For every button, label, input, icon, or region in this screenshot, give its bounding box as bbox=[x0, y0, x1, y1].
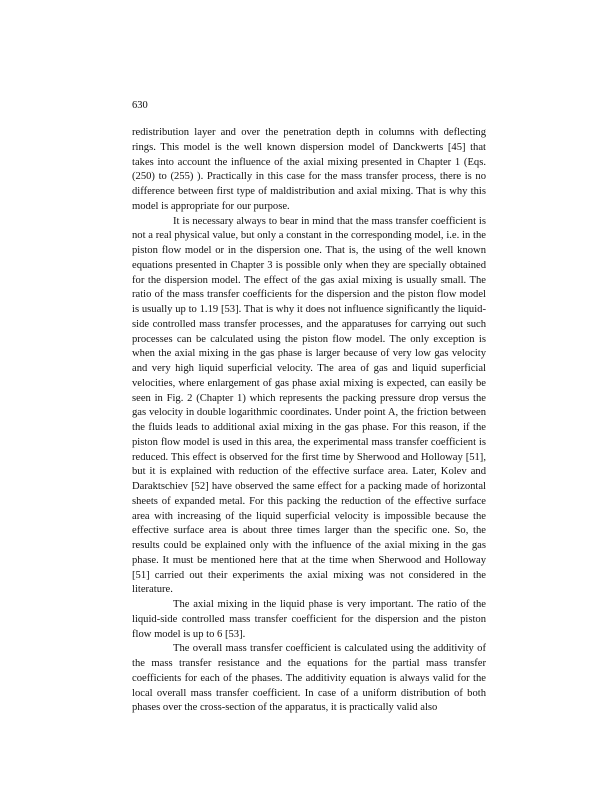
paragraph-overall-coefficient: The overall mass transfer coefficient is calculated using the additivity of the mass transfer resistance and the equations for the partial mass transfer coefficients for each of the phases. The additivity equation is always valid for the local overall mass transfer coefficient. In case of a uniform distribution of both phases over the cross-section of the apparatus, it is practically valid also bbox=[132, 643, 486, 714]
body-text bbox=[132, 126, 486, 716]
paragraph-mass-transfer-coefficient: It is necessary always to bear in mind that the mass transfer coefficient is not a real physical value, but only a constant in the corresponding model, i.e. in the piston flow model or in the dispersion one. That is, the using of the well known equations presented in Chapter 3 is possible only when they are specially obtained for the dispersion model. The effect of the gas axial mixing is usually small. The ratio of the mass transfer coefficients for the dispersion and the piston flow model is usually up to 1.19 [53]. That is why it does not influence significantly the liquid-side controlled mass transfer processes, and the apparatuses for carrying out such processes can be calculated using the piston flow model. The only exception is when the axial mixing in the gas phase is larger because of very low gas velocity and very high liquid superficial velocity. The area of gas and liquid superficial velocities, where enlargement of gas phase axial mixing is expected, can easily be seen in Fig. 2 (Chapter 1) which represents the packing pressure drop versus the gas velocity in double logarithmic coordinates. Under point A, the friction between the fluids leads to additional axial mixing in the gas phase. For this reason, if the piston flow model is used in this area, the experimental mass transfer coefficient is reduced. This effect is observed for the first time by Sherwood and Holloway [51], but it is explained with reduction of the effective surface area. Later, Kolev and Daraktschiev [52] have observed the same effect for a packing made of horizontal sheets of expanded metal. For this packing the reduction of the effective surface area with increasing of the liquid superficial velocity is impossible because the effective surface area is about three times larger than the specific one. So, the results could be explained only with the influence of the axial mixing in the gas phase. It must be mentioned here that at the time when Sherwood and Holloway [51] carried out their experiments the axial mixing was not considered in the literature. bbox=[132, 215, 486, 596]
paragraph-continuation: redistribution layer and over the penetration depth in columns with deflecting rings. This model is the well known dispersion model of Danckwerts [45] that takes into account the influence of the axial mixing presented in Chapter 1 (Eqs. (250) to (255) ). Practically in this case for the mass transfer process, there is no difference between first type of maldistribution and axial mixing. That is why this model is appropriate for our purpose. bbox=[132, 127, 486, 212]
paragraph-liquid-axial-mixing: The axial mixing in the liquid phase is very important. The ratio of the liquid-side controlled mass transfer coefficient for the dispersion and the piston flow model is up to 6 [53]. bbox=[132, 599, 486, 640]
page-number: 630 bbox=[132, 100, 148, 111]
